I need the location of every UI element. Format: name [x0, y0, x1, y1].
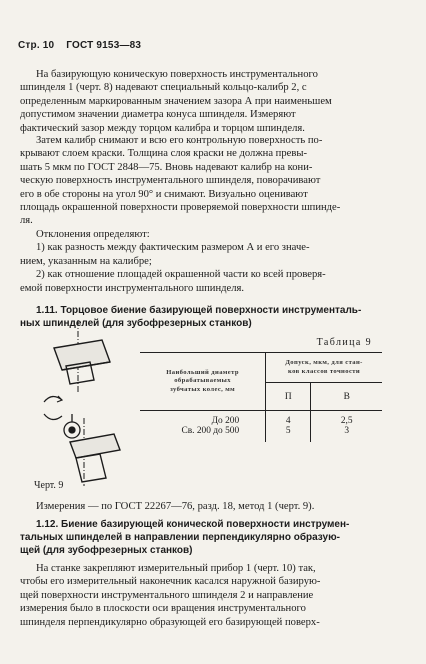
deviations-block — [20, 228, 402, 295]
measure-line — [20, 500, 402, 513]
class-p-header: П — [266, 383, 311, 411]
figure-caption: Черт. 9 — [34, 480, 64, 491]
row-range: Св. 200 до 500 — [140, 426, 266, 442]
text-line: крывают слоем краски. Толщина слоя краски не должна превы- — [20, 148, 307, 160]
text-line: емой поверхности инструментального шпинделя. — [20, 282, 245, 294]
paragraph-1 — [20, 68, 402, 135]
text-line: На базирующую коническую поверхность инструментального — [36, 69, 318, 80]
text-line: измерения было в плоскости оси вращения инструментального — [20, 603, 306, 615]
text-line: шпинделя перпендикулярно образующей его базирующей поверх- — [20, 616, 320, 628]
row-p-value: 5 — [266, 426, 311, 442]
text-line: Измерения — по ГОСТ 22267—76, разд. 18, метод 1 (черт. 9). — [36, 501, 315, 512]
heading-line: щей (для зубофрезерных станков) — [20, 545, 193, 556]
row-range: До 200 — [140, 411, 266, 427]
text-line: площадь окрашенной поверхности проверяемой поверхности шпинде- — [20, 202, 341, 214]
table-caption: Таблица 9 — [316, 337, 372, 348]
text-line: шать 5 мкм по ГОСТ 2848—75. Вновь надевают калибр на кони- — [20, 161, 313, 173]
deviations-title: Отклонения определяют: — [36, 229, 150, 240]
text-line: 2) как отношение площадей окрашенной части ко всей проверя- — [36, 269, 326, 281]
heading-line: ных шпинделей (для зубофрезерных станков) — [20, 318, 252, 329]
page-number: Стр. 10 — [18, 40, 55, 51]
text-line: его в обе стороны на угол 90° и снимают. Визуально оценивают — [20, 188, 308, 200]
text-line: шпинделя 1 (черт. 8) надевают специальный кольцо-калибр 2, с — [20, 82, 307, 94]
text-line: 1) как разность между фактическим размером А и его значе- — [36, 242, 310, 254]
text-line: Затем калибр снимают и всю его контрольную поверхность по- — [36, 135, 323, 146]
row-p-value: 4 — [266, 411, 311, 427]
heading-line: тальных шпинделей в направлении перпендикулярно образую- — [20, 532, 340, 543]
text-line: ческую поверхность инструментального шпинделя, поворачивают — [20, 175, 321, 187]
row-v-value: 2,5 — [340, 416, 353, 426]
text-line: чтобы его измерительный наконечник касался наружной базирую- — [20, 576, 321, 588]
paragraph-last — [20, 562, 402, 629]
col-diameter-header: Наибольший диаметр обрабатываемых зубчатых колес, мм — [140, 353, 266, 411]
text-line: щей поверхности инструментального шпинделя 2 и направление — [20, 589, 314, 601]
row-v-value: 3 — [344, 426, 350, 436]
text-line: ля. — [20, 215, 33, 227]
section-heading-1-12 — [20, 518, 402, 557]
tolerance-table — [140, 352, 382, 442]
figure-9-drawing — [22, 318, 134, 488]
page-header — [18, 40, 141, 51]
text-line: фактический зазор между торцом калибра и торцом шпинделя. — [20, 122, 305, 134]
gost-number: ГОСТ 9153—83 — [66, 40, 142, 51]
heading-line: 1.12. Биение базирующей конической поверхности инструмен- — [36, 519, 350, 530]
text-line: определенным маркированным значением зазора А при наименьшем — [20, 95, 332, 107]
col-tolerance-header: Допуск, мкм, для стан- ков классов точности — [266, 353, 382, 383]
text-line: допустимом значении диаметра конуса шпинделя. Измеряют — [20, 109, 296, 121]
text-line: нием, указанным на калибре; — [20, 255, 152, 267]
paragraph-2 — [20, 134, 402, 228]
text-line: На станке закрепляют измерительный прибор 1 (черт. 10) так, — [36, 563, 316, 574]
heading-line: 1.11. Торцовое биение базирующей поверхности инструменталь- — [36, 305, 362, 316]
class-v-header: В — [311, 383, 382, 411]
